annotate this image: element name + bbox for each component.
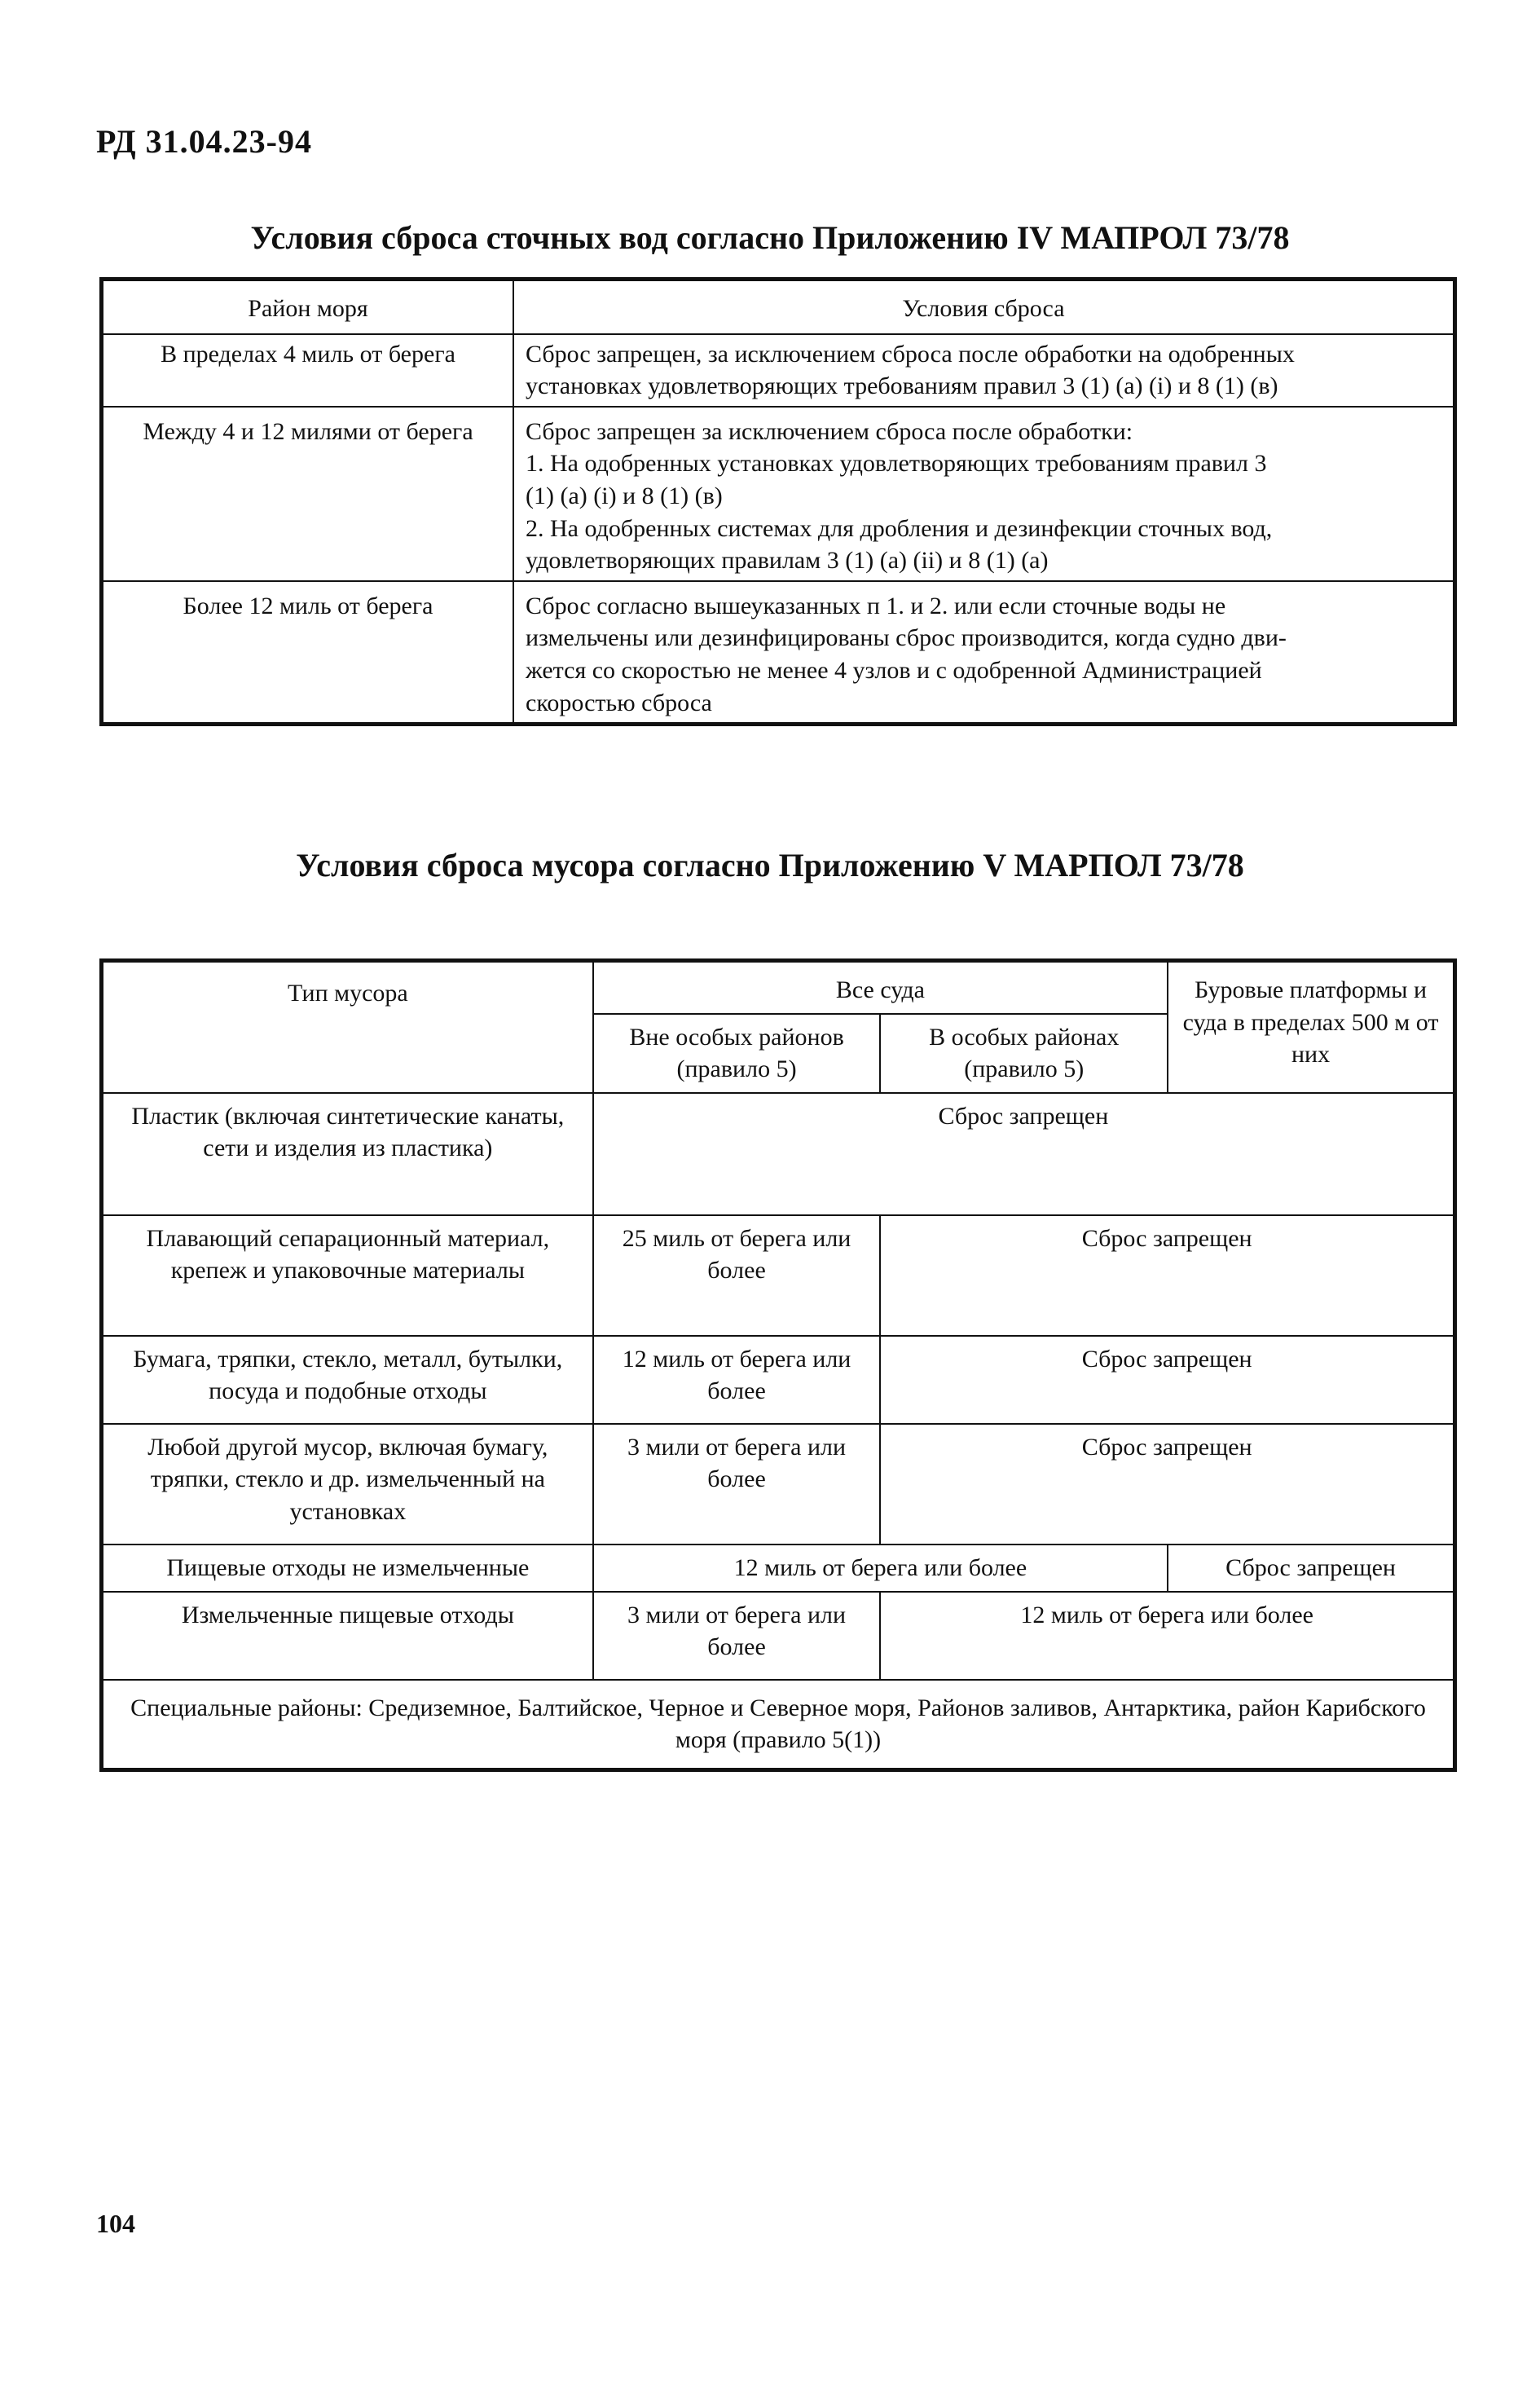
table-header-row — [102, 280, 1455, 334]
garbage-type-cell: Бумага, тряпки, стекло, металл, бутылки, посуда и подобные отходы — [102, 1336, 593, 1424]
table-row — [102, 1093, 1455, 1215]
conditions-line: удовлетворяющих правилам 3 (1) (а) (ii) и 8 (1) (а) — [526, 547, 1049, 575]
garbage-type-cell: Измельченные пищевые отходы — [102, 1592, 593, 1680]
discharge-condition-cell: Сброс запрещен — [593, 1093, 1455, 1215]
discharge-condition-cell: Сброс запрещен — [1168, 1545, 1454, 1592]
conditions-line: жется со скоростью не менее 4 узлов и с одобренной Администрацией — [526, 656, 1262, 684]
conditions-cell — [513, 407, 1455, 581]
garbage-type-cell: Пластик (включая синтетические канаты, сети и изделия из пластика) — [102, 1093, 593, 1215]
discharge-condition-cell: 12 миль от берега или более — [593, 1336, 881, 1424]
conditions-line: (1) (а) (i) и 8 (1) (в) — [526, 482, 723, 509]
conditions-cell — [513, 334, 1455, 407]
sea-area-cell: В пределах 4 миль от берега — [102, 334, 514, 407]
garbage-table-title: Условия сброса мусора согласно Приложению V МАРПОЛ 73/78 — [296, 847, 1244, 884]
garbage-type-cell: Плавающий сепарационный материал, крепеж и упаковочные материалы — [102, 1215, 593, 1336]
table-row — [102, 407, 1455, 581]
page-number: 104 — [96, 2209, 135, 2238]
garbage-type-cell: Любой другой мусор, включая бумагу, тряпки, стекло и др. измельченный на установках — [102, 1424, 593, 1545]
special-areas-footnote: Специальные районы: Средиземное, Балтийское, Черное и Северное моря, Районов заливов, Антарктика, район Карибского моря (правило 5(1)) — [102, 1680, 1455, 1770]
discharge-condition-cell: 3 мили от берега или более — [593, 1592, 881, 1680]
column-header-inside-special-areas: В особых районах (правило 5) — [880, 1014, 1168, 1093]
table-row — [102, 581, 1455, 725]
table-row — [102, 1424, 1455, 1545]
sewage-table-title: Условия сброса сточных вод согласно Приложению IV МАПРОЛ 73/78 — [250, 219, 1290, 256]
table-row — [102, 1215, 1455, 1336]
column-header-conditions: Условия сброса — [513, 280, 1455, 334]
conditions-line: скоростью сброса — [526, 689, 712, 716]
table-row — [102, 1545, 1455, 1592]
discharge-condition-cell: Сброс запрещен — [880, 1215, 1454, 1336]
conditions-line: 1. На одобренных установках удовлетворяющих требованиям правил 3 — [526, 450, 1267, 478]
table-row — [102, 334, 1455, 407]
column-header-garbage-type: Тип мусора — [102, 961, 593, 1093]
discharge-condition-cell: 25 миль от берега или более — [593, 1215, 881, 1336]
discharge-condition-cell: Сброс запрещен — [880, 1336, 1454, 1424]
column-header-area: Район моря — [102, 280, 514, 334]
sea-area-cell: Более 12 миль от берега — [102, 581, 514, 725]
garbage-discharge-table — [99, 958, 1457, 1772]
discharge-condition-cell: 12 миль от берега или более — [880, 1592, 1454, 1680]
conditions-line: 2. На одобренных системах для дробления и дезинфекции сточных вод, — [526, 514, 1273, 542]
conditions-line: Сброс согласно вышеуказанных п 1. и 2. или если сточные воды не — [526, 592, 1226, 619]
conditions-line: измельчены или дезинфицированы сброс производится, когда судно дви- — [526, 624, 1287, 652]
discharge-condition-cell: 12 миль от берега или более — [593, 1545, 1168, 1592]
table-footnote-row — [102, 1680, 1455, 1770]
conditions-line: Сброс запрещен, за исключением сброса после обработки на одобренных — [526, 340, 1295, 368]
discharge-condition-cell: Сброс запрещен — [880, 1424, 1454, 1545]
conditions-line: Сброс запрещен за исключением сброса после обработки: — [526, 417, 1133, 445]
conditions-cell — [513, 581, 1455, 725]
column-header-all-ships: Все суда — [593, 961, 1168, 1014]
sewage-discharge-table — [99, 277, 1457, 726]
discharge-condition-cell: 3 мили от берега или более — [593, 1424, 881, 1545]
garbage-type-cell: Пищевые отходы не измельченные — [102, 1545, 593, 1592]
column-header-platforms: Буровые платформы и суда в пределах 500 м от них — [1168, 961, 1454, 1093]
document-code: РД 31.04.23-94 — [96, 123, 312, 160]
sea-area-cell: Между 4 и 12 милями от берега — [102, 407, 514, 581]
column-header-outside-special-areas: Вне особых районов (правило 5) — [593, 1014, 881, 1093]
table-row — [102, 1592, 1455, 1680]
conditions-line: установках удовлетворяющих требованиям правил 3 (1) (а) (i) и 8 (1) (в) — [526, 372, 1278, 400]
table-row — [102, 1336, 1455, 1424]
table-header-row — [102, 961, 1455, 1014]
